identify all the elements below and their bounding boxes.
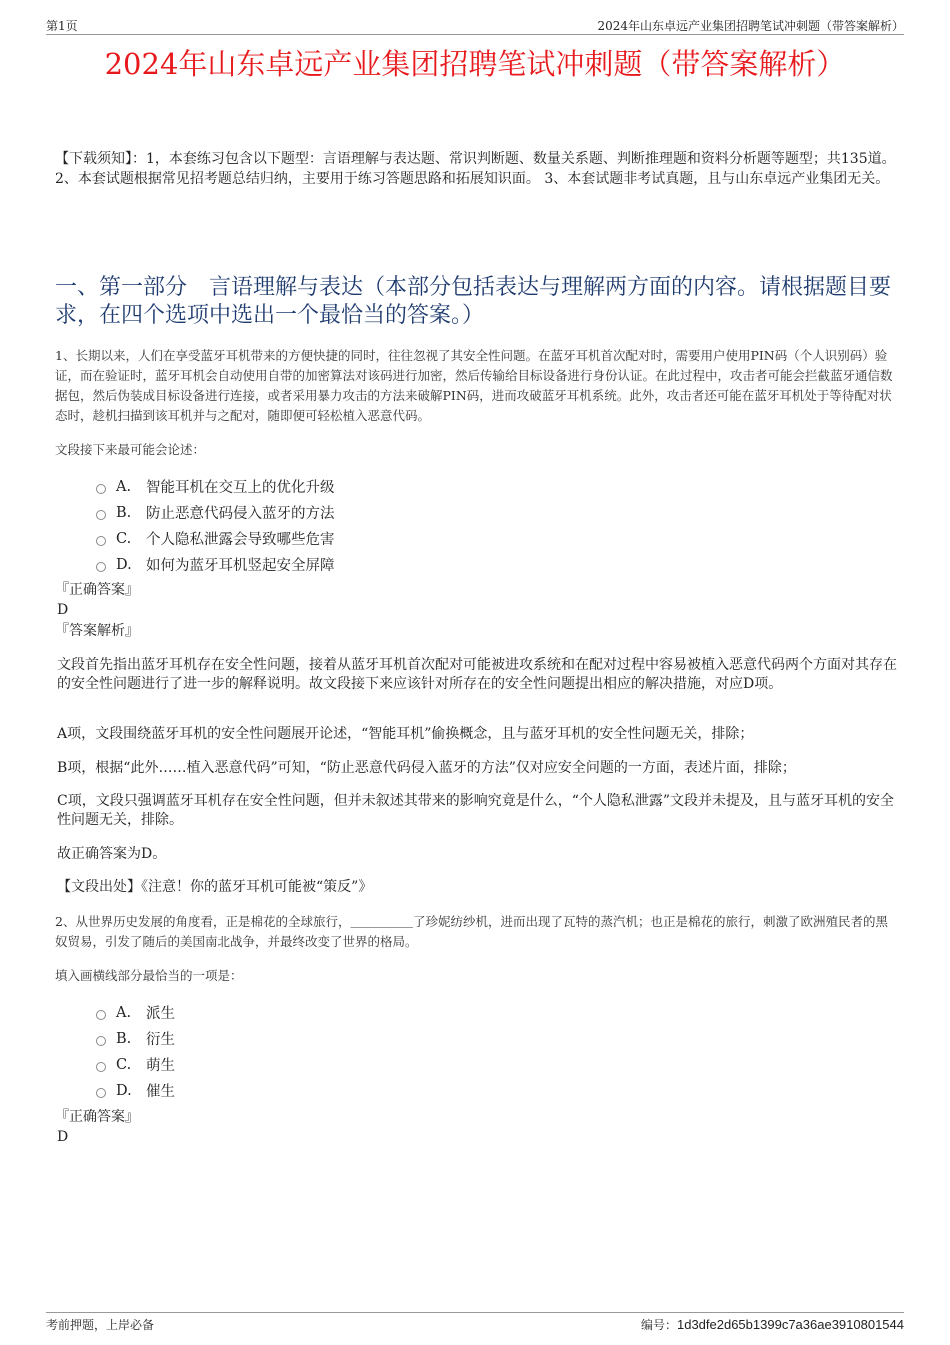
radio-icon	[96, 536, 106, 546]
q1-option-d[interactable]: D. 如何为蓝牙耳机竖起安全屏障	[96, 554, 335, 575]
q1-analysis-para: A项，文段围绕蓝牙耳机的安全性问题展开论述，“智能耳机”偷换概念，且与蓝牙耳机的安全性问题无关，排除；	[57, 726, 754, 742]
q1-analysis-para: C项，文段只强调蓝牙耳机存在安全性问题，但并未叙述其带来的影响究竟是什么，“个人隐私泄露”文段并未提及，且与蓝牙耳机的安全性问题无关，排除。	[57, 793, 895, 828]
page-footer	[46, 1312, 904, 1333]
q1-prompt: 文段接下来最可能会论述：	[55, 442, 206, 457]
page-header	[46, 16, 904, 35]
q1-source: 【文段出处】《注意！你的蓝牙耳机可能被“策反”》	[57, 879, 373, 895]
q1-stem: 1、长期以来，人们在享受蓝牙耳机带来的方便快捷的同时，往往忽视了其安全性问题。在蓝牙耳机首次配对时，需要用户使用PIN码（个人识别码）验证，而在验证时，蓝牙耳机会自动使用自带的加密算法对该码进行加密，然后传输给目标设备进行身份认证。在此过程中，攻击者可能会拦截蓝牙通信数据包，然后伪装成目标设备进行连接，或者采用暴力攻击的方法来破解PIN码，进而攻破蓝牙耳机系统。此外，攻击者还可能在蓝牙耳机处于等待配对状态时，趁机扫描到该耳机并与之配对，随即便可轻松植入恶意代码。	[55, 348, 893, 423]
q2-stem: 2、从世界历史发展的角度看，正是棉花的全球旅行，＿＿＿＿＿了珍妮纺纱机，进而出现了瓦特的蒸汽机；也正是棉花的旅行，刺激了欧洲殖民者的黑奴贸易，引发了随后的美国南北战争，并最终改变了世界的格局。	[55, 914, 888, 949]
q1-analysis-para: B项，根据“此外……植入恶意代码”可知，“防止恶意代码侵入蓝牙的方法”仅对应安全问题的一方面，表述片面，排除；	[57, 760, 796, 776]
footer-slogan: 考前押题，上岸必备	[46, 1318, 155, 1332]
q2-answer-label: 『正确答案』	[55, 1109, 139, 1125]
q1-option-c[interactable]: C. 个人隐私泄露会导致哪些危害	[96, 528, 335, 549]
q2-prompt: 填入画横线部分最恰当的一项是：	[55, 968, 243, 983]
q1-option-b[interactable]: B. 防止恶意代码侵入蓝牙的方法	[96, 502, 335, 523]
q2-option-b[interactable]: B. 衍生	[96, 1028, 175, 1049]
q1-answer: D	[57, 602, 69, 618]
radio-icon	[96, 1062, 106, 1072]
radio-icon	[96, 1036, 106, 1046]
q2-option-a[interactable]: A. 派生	[96, 1002, 175, 1023]
q2-option-c[interactable]: C. 萌生	[96, 1054, 175, 1075]
radio-icon	[96, 1088, 106, 1098]
q1-analysis-para: 故正确答案为D。	[57, 846, 167, 862]
radio-icon	[96, 484, 106, 494]
q1-analysis-label: 『答案解析』	[55, 623, 139, 639]
section-heading: 一、第一部分 言语理解与表达（本部分包括表达与理解两方面的内容。请根据题目要求，在四个选项中选出一个最恰当的答案。）	[55, 275, 892, 328]
radio-icon	[96, 1010, 106, 1020]
radio-icon	[96, 510, 106, 520]
q2-option-d[interactable]: D. 催生	[96, 1080, 175, 1101]
q1-analysis-para: 文段首先指出蓝牙耳机存在安全性问题，接着从蓝牙耳机首次配对可能被进攻系统和在配对过程中容易被植入恶意代码两个方面对其存在的安全性问题进行了进一步的解释说明。故文段接下来应该针对所存在的安全性问题提出相应的解决措施，对应D项。	[57, 657, 897, 692]
q1-option-a[interactable]: A. 智能耳机在交互上的优化升级	[96, 476, 335, 497]
header-title: 2024年山东卓远产业集团招聘笔试冲刺题（带答案解析）	[597, 19, 904, 33]
q2-answer: D	[57, 1129, 69, 1145]
q2-blank: ＿＿＿＿＿	[350, 914, 413, 929]
page-title: 2024年山东卓远产业集团招聘笔试冲刺题（带答案解析）	[104, 47, 846, 81]
doc-code: 编号：1d3dfe2d65b1399c7a36ae3910801544	[640, 1317, 904, 1332]
radio-icon	[96, 562, 106, 572]
page-number: 第1页	[46, 19, 78, 33]
download-notice: 【下载须知】：1，本套练习包含以下题型：言语理解与表达题、常识判断题、数量关系题、判断推理题和资料分析题等题型；共135道。 2、本套试题根据常见招考题总结归纳，主要用于练习答题思路和拓展知识面。 3、本套试题非考试真题，且与山东卓远产业集团无关。	[55, 151, 896, 187]
q1-answer-label: 『正确答案』	[55, 582, 139, 598]
